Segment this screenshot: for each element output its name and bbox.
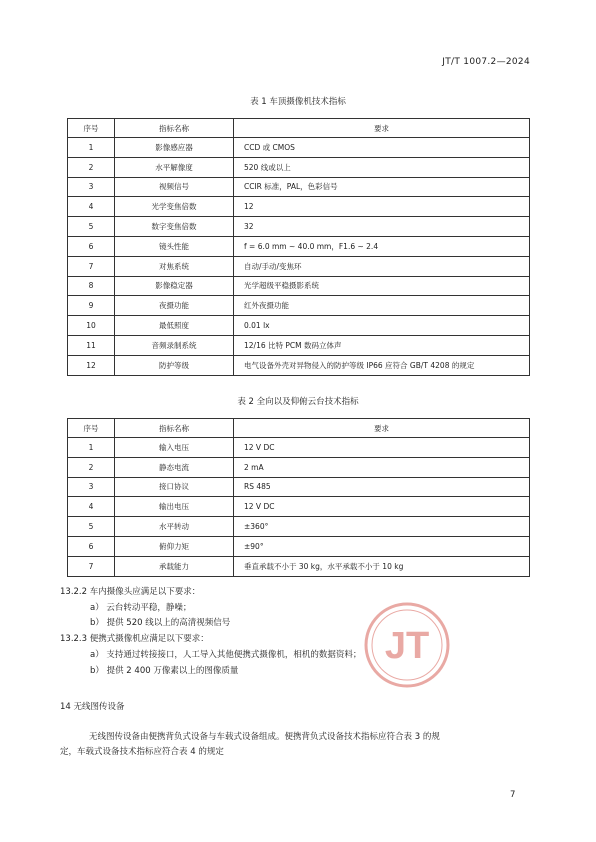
table1-requirement-cell: 32 — [234, 217, 530, 237]
table1-index-cell: 2 — [68, 157, 115, 177]
table1-requirement-cell: f = 6.0 mm ~ 40.0 mm，F1.6 ~ 2.4 — [234, 236, 530, 256]
table1-row — [68, 177, 530, 197]
table2-requirement-cell: 12 V DC — [234, 438, 530, 458]
table2-name-cell: 承载能力 — [115, 556, 234, 576]
table2-caption: 表 2 全向以及仰俯云台技术指标 — [237, 397, 359, 407]
table1-name-cell: 影像感应器 — [115, 138, 234, 158]
paragraph-line-2: 定，车载式设备技术指标应符合表 4 的规定 — [60, 747, 224, 757]
seal-watermark — [362, 600, 452, 690]
table1-index-cell: 5 — [68, 217, 115, 237]
table1-index-cell: 4 — [68, 197, 115, 217]
table2-name-cell: 俯仰力矩 — [115, 536, 234, 556]
table2-col-requirement: 要求 — [234, 419, 530, 438]
table2 — [67, 418, 530, 577]
table2-requirement-cell: 垂直承载不小于 30 kg，水平承载不小于 10 kg — [234, 556, 530, 576]
table2-col-index: 序号 — [68, 419, 115, 438]
table1-col-requirement: 要求 — [234, 119, 530, 138]
table2-name-cell: 静态电流 — [115, 457, 234, 477]
table1-index-cell: 10 — [68, 316, 115, 336]
table1-requirement-cell: 0.01 lx — [234, 316, 530, 336]
table2-name-cell: 水平转动 — [115, 517, 234, 537]
table2-requirement-cell: ±90° — [234, 536, 530, 556]
section-heading-14: 14 无线图传设备 — [60, 702, 125, 712]
table2-name-cell: 输出电压 — [115, 497, 234, 517]
list-item-b-13-2-2: b） 提供 520 线以上的高清视频信号 — [90, 618, 231, 628]
table2-requirement-cell: RS 485 — [234, 477, 530, 497]
table1-name-cell: 对焦系统 — [115, 256, 234, 276]
table2-index-cell: 5 — [68, 517, 115, 537]
table2-row — [68, 457, 530, 477]
table2-index-cell: 1 — [68, 438, 115, 458]
table1-row — [68, 157, 530, 177]
table2-row — [68, 536, 530, 556]
table2-row — [68, 477, 530, 497]
clause-13-2-3: 13.2.3 便携式摄像机应满足以下要求： — [60, 634, 209, 644]
table1-requirement-cell: CCIR 标准，PAL，色彩信号 — [234, 177, 530, 197]
seal-text: JT — [384, 625, 430, 667]
table1-row — [68, 236, 530, 256]
table1-row — [68, 138, 530, 158]
list-item-a-13-2-3: a） 支持通过转接接口，人工导入其他便携式摄像机，相机的数据资料； — [90, 650, 362, 660]
table1-requirement-cell: 12 — [234, 197, 530, 217]
table1-name-cell: 数字变焦倍数 — [115, 217, 234, 237]
table1-index-cell: 9 — [68, 296, 115, 316]
table1-index-cell: 8 — [68, 276, 115, 296]
table1-index-cell: 11 — [68, 335, 115, 355]
table1 — [67, 118, 530, 376]
table1-name-cell: 最低照度 — [115, 316, 234, 336]
clause-13-2-2: 13.2.2 车内摄像头应满足以下要求： — [60, 587, 201, 597]
list-item-b-13-2-3: b） 提供 2 400 万像素以上的图像质量 — [90, 666, 239, 676]
table1-col-index: 序号 — [68, 119, 115, 138]
table1-caption: 表 1 车顶摄像机技术指标 — [250, 97, 346, 107]
table1-row — [68, 335, 530, 355]
table1-row — [68, 256, 530, 276]
table1-requirement-cell: 电气设备外壳对异物侵入的防护等级 IP66 应符合 GB/T 4208 的规定 — [234, 355, 530, 375]
table1-index-cell: 7 — [68, 256, 115, 276]
table1-name-cell: 光学变焦倍数 — [115, 197, 234, 217]
table1-index-cell: 1 — [68, 138, 115, 158]
table2-requirement-cell: ±360° — [234, 517, 530, 537]
table1-row — [68, 316, 530, 336]
table1-name-cell: 防护等级 — [115, 355, 234, 375]
table1-header-row — [68, 119, 530, 138]
table2-index-cell: 2 — [68, 457, 115, 477]
table2-requirement-cell: 2 mA — [234, 457, 530, 477]
table1-name-cell: 水平解像度 — [115, 157, 234, 177]
table2-row — [68, 497, 530, 517]
table2-index-cell: 3 — [68, 477, 115, 497]
table1-requirement-cell: 光学超级平稳摄影系统 — [234, 276, 530, 296]
table1-row — [68, 296, 530, 316]
table1-name-cell: 影像稳定器 — [115, 276, 234, 296]
table1-index-cell: 6 — [68, 236, 115, 256]
table2-row — [68, 438, 530, 458]
table1-requirement-cell: 12/16 比特 PCM 数码立体声 — [234, 335, 530, 355]
table2-requirement-cell: 12 V DC — [234, 497, 530, 517]
table1-index-cell: 3 — [68, 177, 115, 197]
table2-name-cell: 接口协议 — [115, 477, 234, 497]
table1-requirement-cell: CCD 或 CMOS — [234, 138, 530, 158]
table1-row — [68, 276, 530, 296]
table1-requirement-cell: 自动/手动/变焦环 — [234, 256, 530, 276]
table1-index-cell: 12 — [68, 355, 115, 375]
table1-name-cell: 音频录制系统 — [115, 335, 234, 355]
table2-row — [68, 556, 530, 576]
table2-name-cell: 输入电压 — [115, 438, 234, 458]
table1-requirement-cell: 红外夜摄功能 — [234, 296, 530, 316]
table2-index-cell: 7 — [68, 556, 115, 576]
paragraph-line-1: 无线图传设备由便携背负式设备与车载式设备组成。便携背负式设备技术指标应符合表 3 的规 — [89, 732, 440, 742]
table1-name-cell: 视频信号 — [115, 177, 234, 197]
standard-code: JT/T 1007.2—2024 — [442, 57, 530, 67]
table1-name-cell: 夜摄功能 — [115, 296, 234, 316]
table2-index-cell: 4 — [68, 497, 115, 517]
table1-row — [68, 217, 530, 237]
table1-name-cell: 镜头性能 — [115, 236, 234, 256]
table1-row — [68, 197, 530, 217]
table2-header-row — [68, 419, 530, 438]
table1-row — [68, 355, 530, 375]
table2-index-cell: 6 — [68, 536, 115, 556]
list-item-a-13-2-2: a） 云台转动平稳，静噪； — [90, 603, 192, 613]
table2-col-name: 指标名称 — [115, 419, 234, 438]
table2-row — [68, 517, 530, 537]
table1-col-name: 指标名称 — [115, 119, 234, 138]
table1-requirement-cell: 520 线或以上 — [234, 157, 530, 177]
page-number: 7 — [510, 790, 516, 800]
